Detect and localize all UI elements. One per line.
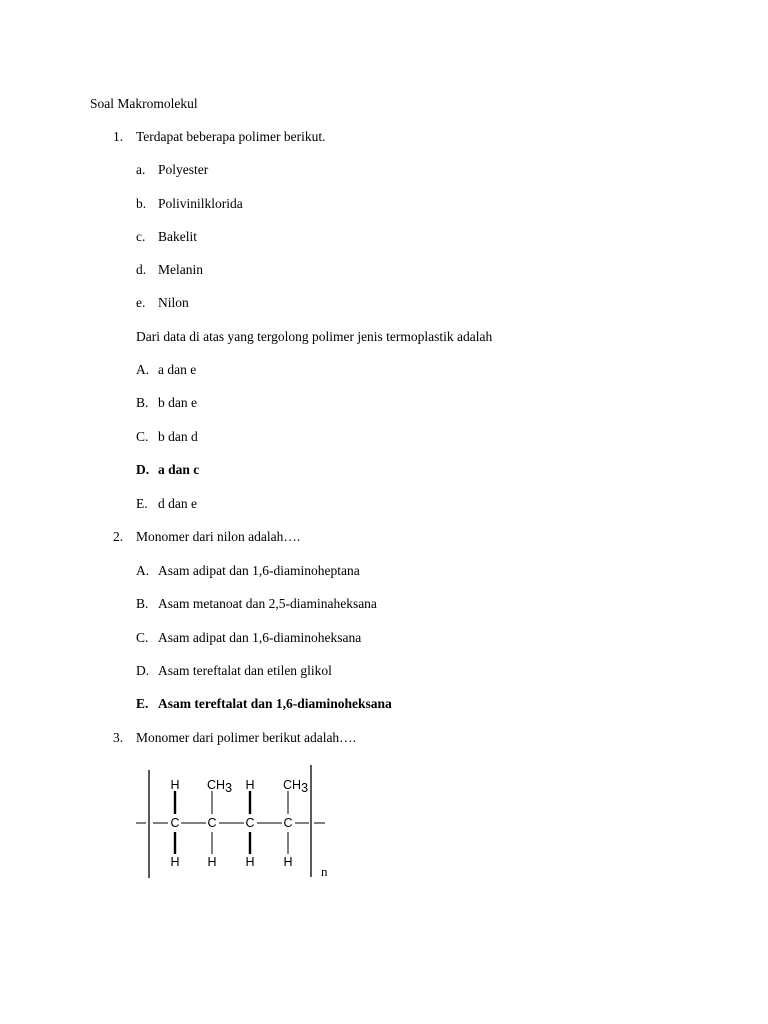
option-text-correct: Asam tereftalat dan 1,6-diaminoheksana <box>158 696 392 711</box>
carbon-atom: C <box>283 816 293 830</box>
question-number: 1. <box>113 129 124 144</box>
document-title: Soal Makromolekul <box>90 96 198 111</box>
question-prompt: Dari data di atas yang tergolong polimer jenis termoplastik adalah <box>136 329 493 344</box>
polymer-structure-diagram <box>100 760 340 885</box>
option-label: A. <box>136 362 150 377</box>
list-item-text: Nilon <box>158 295 189 310</box>
list-item-label: e. <box>136 295 146 310</box>
option-text: Asam metanoat dan 2,5-diaminaheksana <box>158 596 377 611</box>
list-item-text: Bakelit <box>158 229 197 244</box>
option-label: A. <box>136 563 150 578</box>
option-text-correct: a dan c <box>158 462 200 477</box>
hydrogen-atom: H <box>283 855 293 869</box>
option-label: E. <box>136 496 148 511</box>
list-item-text: Melanin <box>158 262 203 277</box>
carbon-atom: C <box>245 816 255 830</box>
option-label-correct: D. <box>136 462 150 477</box>
methyl-group: CH3 <box>283 778 309 795</box>
option-label-correct: E. <box>136 696 149 711</box>
option-text: d dan e <box>158 496 197 511</box>
option-label: C. <box>136 630 149 645</box>
option-label: C. <box>136 429 149 444</box>
option-text: Asam adipat dan 1,6-diaminoheptana <box>158 563 360 578</box>
carbon-atom: C <box>207 816 217 830</box>
option-label: D. <box>136 663 150 678</box>
option-label: B. <box>136 596 149 611</box>
hydrogen-atom: H <box>170 778 180 792</box>
repeat-count: n <box>321 864 328 879</box>
hydrogen-atom: H <box>245 855 255 869</box>
option-text: b dan e <box>158 395 197 410</box>
list-item-text: Polivinilklorida <box>158 196 243 211</box>
option-text: Asam adipat dan 1,6-diaminoheksana <box>158 630 362 645</box>
list-item-label: b. <box>136 196 147 211</box>
option-text: Asam tereftalat dan etilen glikol <box>158 663 332 678</box>
hydrogen-atom: H <box>170 855 180 869</box>
list-item-text: Polyester <box>158 162 209 177</box>
methyl-group: CH3 <box>207 778 233 795</box>
list-item-label: d. <box>136 262 147 277</box>
hydrogen-atom: H <box>245 778 255 792</box>
hydrogen-atom: H <box>207 855 217 869</box>
option-text: a dan e <box>158 362 197 377</box>
carbon-atom: C <box>170 816 180 830</box>
list-item-label: c. <box>136 229 146 244</box>
list-item-label: a. <box>136 162 146 177</box>
option-label: B. <box>136 395 149 410</box>
question-number: 2. <box>113 529 124 544</box>
question-text: Monomer dari polimer berikut adalah…. <box>136 730 357 745</box>
option-text: b dan d <box>158 429 198 444</box>
question-text: Monomer dari nilon adalah…. <box>136 529 301 544</box>
question-number: 3. <box>113 730 124 745</box>
question-text: Terdapat beberapa polimer berikut. <box>136 129 326 144</box>
